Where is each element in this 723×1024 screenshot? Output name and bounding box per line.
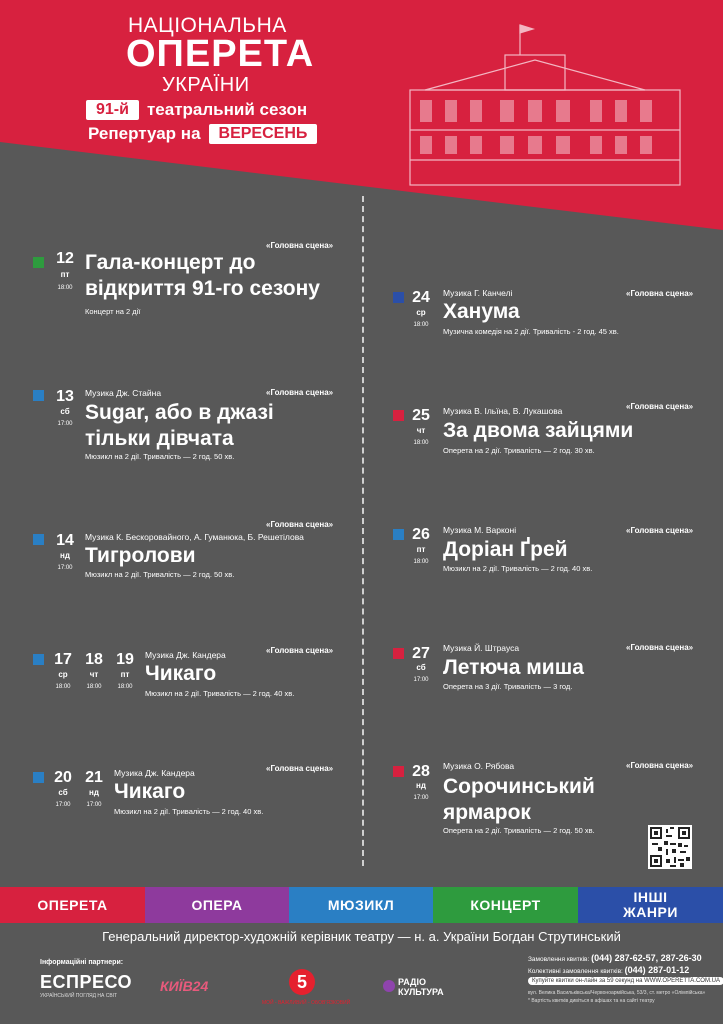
genre-marker-operetta (393, 648, 404, 659)
event-title-line-2: відкриття 91-го сезону (85, 277, 320, 300)
event-title-line-1: Гала-концерт до (85, 251, 256, 274)
price-note: * Вартість квитків дивіться в афішах та на сайті театру (528, 998, 655, 1004)
event-weekday: чт (89, 670, 99, 679)
event-composer: Музика Й. Штрауса (443, 643, 520, 653)
event-description: Оперета на 2 дії. Тривалість — 2 год. 50 хв. (443, 826, 595, 835)
event-weekday: нд (60, 551, 70, 560)
event-venue: «Головна сцена» (266, 764, 334, 773)
event-title-line-1: Тигролови (85, 544, 196, 567)
event-composer: Музика О. Рябова (443, 761, 515, 771)
event-time: 18:00 (57, 285, 73, 291)
event-venue: «Головна сцена» (626, 289, 694, 298)
tickets-label: Замовлення квитків: (528, 956, 590, 963)
genre-marker-other (393, 292, 404, 303)
event-time: 18:00 (413, 322, 429, 328)
event-day: 12 (56, 250, 74, 267)
tickets-phone[interactable]: (044) 287-62-57, 287-26-30 (591, 953, 702, 963)
genre-marker-musical (33, 654, 44, 665)
event-day: 27 (412, 645, 430, 662)
event-title-line-1: Доріан Ґрей (443, 538, 568, 561)
genre-marker-concert (33, 257, 44, 268)
event-day: 18 (85, 651, 103, 668)
event-time: 18:00 (413, 440, 429, 446)
event-day: 13 (56, 388, 74, 405)
event-title-line-1: Ханума (443, 300, 520, 323)
event-day: 24 (412, 289, 430, 306)
genre-marker-musical (33, 390, 44, 401)
column-divider (362, 196, 364, 866)
event-time: 18:00 (55, 684, 71, 690)
group-phone[interactable]: (044) 287-01-12 (624, 965, 690, 975)
event-description: Мюзикл на 2 дії. Тривалість — 2 год. 40 хв. (145, 689, 295, 698)
event-day: 17 (54, 651, 72, 668)
event-weekday: сб (60, 407, 70, 416)
event-time: 17:00 (413, 677, 429, 683)
logo-line-2: ОПЕРЕТА (126, 33, 315, 75)
group-contact (528, 965, 689, 975)
repertoire-line (88, 124, 317, 144)
event-composer: Музика К. Бескоровайного, А. Гуманюка, Б. Решетілова (85, 532, 304, 542)
event-venue: «Головна сцена» (626, 643, 694, 652)
event-time: 17:00 (86, 802, 102, 808)
genre-marker-operetta (393, 766, 404, 777)
event-title-line-1: Летюча миша (443, 656, 584, 679)
event-time: 17:00 (55, 802, 71, 808)
event-venue: «Головна сцена» (626, 761, 694, 770)
address: вул. Велика Васильківська/Червоноармійська, 53/3, ст. метро «Олімпійська» (528, 990, 706, 996)
radio-kultura-logo: РАДІО КУЛЬТУРА (398, 977, 444, 997)
event-venue: «Головна сцена» (266, 241, 334, 250)
event-composer: Музика Г. Канчелі (443, 288, 513, 298)
genre-musical[interactable]: МЮЗИКЛ (289, 887, 433, 923)
event-day: 26 (412, 526, 430, 543)
event-composer: Музика М. Варконі (443, 525, 517, 535)
espreso-logo: ЕСПРЕСО (40, 972, 133, 992)
month-badge: ВЕРЕСЕНЬ (209, 124, 318, 144)
event-description: Мюзикл на 2 дії. Тривалість — 2 год. 50 хв. (85, 452, 235, 461)
event-day: 19 (116, 651, 134, 668)
qr-code[interactable] (648, 825, 692, 869)
event-weekday: нд (416, 781, 426, 790)
event-title-line-2: ярмарок (443, 801, 531, 824)
website-link[interactable]: Купуйте квитки он-лайн за 59 секунд на WWW.OPERETTA.COM.UA (528, 977, 723, 985)
event-weekday: пт (416, 545, 426, 554)
event-weekday: ср (58, 670, 68, 679)
genre-other[interactable]: ІНШІ ЖАНРИ (578, 887, 723, 923)
event-time: 17:00 (413, 795, 429, 801)
event-weekday: пт (120, 670, 130, 679)
event-weekday: ср (416, 308, 426, 317)
season-line (86, 100, 307, 120)
event-weekday: сб (58, 788, 68, 797)
season-number: 91-й (86, 100, 139, 120)
genre-operetta[interactable]: ОПЕРЕТА (0, 887, 145, 923)
event-time: 18:00 (413, 559, 429, 565)
espreso-tagline: УКРАЇНСЬКИЙ ПОГЛЯД НА СВІТ (40, 993, 118, 999)
event-venue: «Головна сцена» (266, 520, 334, 529)
genre-concert[interactable]: КОНЦЕРТ (433, 887, 578, 923)
genre-marker-musical (393, 529, 404, 540)
event-composer: Музика Дж. Стайна (85, 388, 162, 398)
event-title-line-1: Чикаго (145, 662, 217, 685)
event-title-line-1: Чикаго (114, 780, 186, 803)
event-time: 17:00 (57, 421, 73, 427)
genre-legend-bar (0, 887, 723, 923)
event-weekday: сб (416, 663, 426, 672)
kyiv24-logo: КИЇВ24 (160, 978, 209, 994)
event-venue: «Головна сцена» (266, 646, 334, 655)
genre-marker-operetta (393, 410, 404, 421)
director-line: Генеральний директор-художній керівник театру — н. а. України Богдан Струтинський (102, 929, 621, 944)
theatre-building-illustration (405, 20, 695, 190)
event-day: 20 (54, 769, 72, 786)
genre-marker-musical (33, 534, 44, 545)
event-time: 18:00 (86, 684, 102, 690)
event-title-line-2: тільки дівчата (85, 427, 234, 450)
event-description: Мюзикл на 2 дії. Тривалість — 2 год. 40 хв. (114, 807, 264, 816)
event-composer: Музика Дж. Кандера (145, 650, 226, 660)
event-day: 21 (85, 769, 103, 786)
season-text: театральний сезон (146, 100, 308, 119)
event-time: 18:00 (117, 684, 133, 690)
event-composer: Музика В. Ільїна, В. Лукашова (443, 406, 563, 416)
event-description: Оперета на 3 дії. Тривалість — 3 год. (443, 682, 573, 691)
logo-line-1: НАЦІОНАЛЬНА (128, 14, 287, 37)
event-venue: «Головна сцена» (266, 388, 334, 397)
channel-5-logo: 5 (289, 969, 315, 995)
event-venue: «Головна сцена» (626, 402, 694, 411)
logo-line-3: УКРАЇНИ (162, 74, 250, 96)
radio-kultura-icon (383, 980, 395, 992)
event-day: 14 (56, 532, 74, 549)
event-weekday: чт (416, 426, 426, 435)
event-description: Концерт на 2 дії (85, 307, 141, 316)
repertoire-text: Репертуар на (88, 124, 201, 143)
tickets-contact (528, 953, 702, 963)
genre-marker-musical (33, 772, 44, 783)
event-title-line-1: Sugar, або в джазі (85, 401, 274, 424)
event-weekday: пт (60, 270, 70, 279)
event-day: 25 (412, 407, 430, 424)
event-description: Мюзикл на 2 дії. Тривалість — 2 год. 40 хв. (443, 564, 593, 573)
partners-label: Інформаційні партнери: (40, 959, 124, 966)
event-description: Оперета на 2 дії. Тривалість — 2 год. 30 хв. (443, 446, 595, 455)
group-label: Колективні замовлення квитків: (528, 968, 623, 975)
event-title-line-1: За двома зайцями (443, 419, 634, 442)
event-description: Мюзикл на 2 дії. Тривалість — 2 год. 50 хв. (85, 570, 235, 579)
event-description: Музична комедія на 2 дії. Тривалість - 2 год. 45 хв. (443, 327, 619, 336)
event-weekday: нд (89, 788, 99, 797)
event-time: 17:00 (57, 565, 73, 571)
event-venue: «Головна сцена» (626, 526, 694, 535)
genre-opera[interactable]: ОПЕРА (145, 887, 289, 923)
channel-5-tagline: МОЙ - ВАЖЛИВИЙ - ОБОВ'ЯЗКОВИЙ (262, 1000, 351, 1006)
event-composer: Музика Дж. Кандера (114, 768, 195, 778)
event-title-line-1: Сорочинський (443, 775, 595, 798)
event-day: 28 (412, 763, 430, 780)
